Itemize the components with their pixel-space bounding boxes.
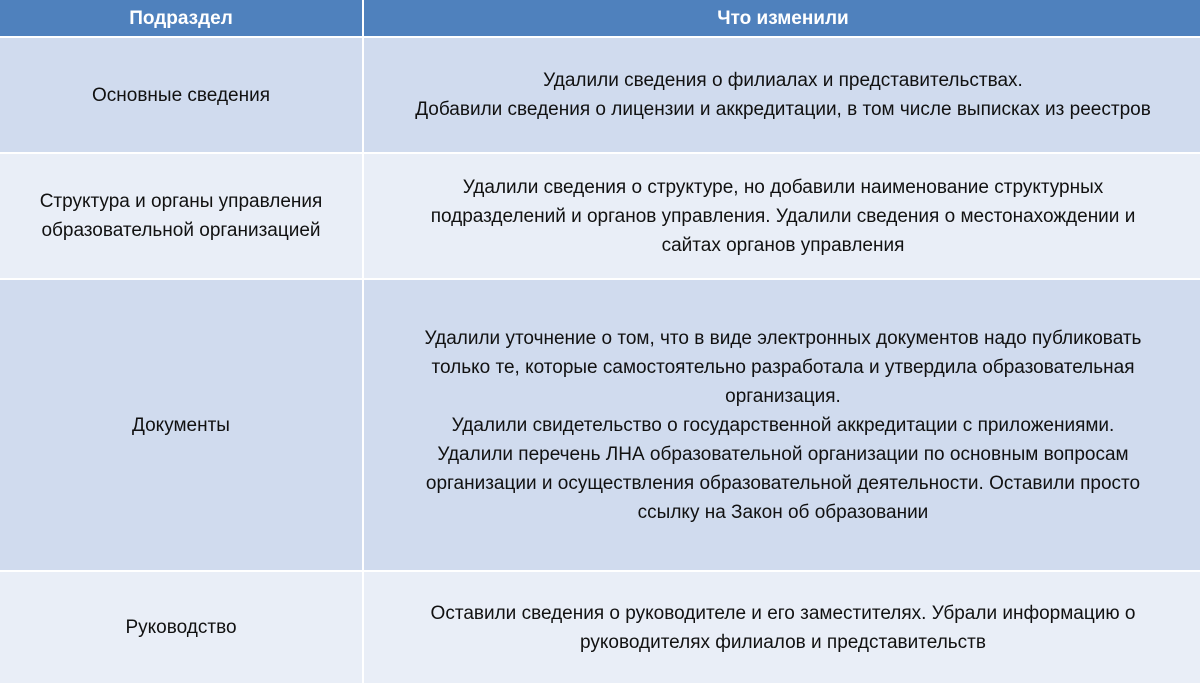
header-changes <box>364 0 1200 36</box>
header-changes-label: Что изменили <box>717 7 849 29</box>
row-1-subsection <box>0 38 362 152</box>
subsection-text: Документы <box>132 414 230 436</box>
header-subsection-label: Подраздел <box>129 7 233 29</box>
changes-text: Оставили сведения о руководителе и его заместителях. Убрали информацию о руководителях филиалов и представительств <box>430 602 1136 653</box>
row-2-changes <box>364 154 1200 278</box>
row-3-changes <box>364 280 1200 570</box>
row-2-subsection <box>0 154 362 278</box>
subsection-text: Структура и органы управления образовательной организацией <box>39 191 323 241</box>
subsection-text: Основные сведения <box>91 84 270 106</box>
changes-text: Удалили сведения о филиалах и представительствах. Добавили сведения о лицензии и аккредитации, в том числе выписках из реестров <box>415 70 1151 120</box>
header-subsection <box>0 0 362 36</box>
row-4-subsection <box>0 572 362 683</box>
changes-text: Удалили уточнение о том, что в виде электронных документов надо публиковать только те, которые самостоятельно разработала и утвердила образовательная организация. Удалили свидетельство о государственной аккредитации с приложениями. Удалили перечень ЛНА образовательной организации по основным вопросам организации и осуществления образовательной деятельности. Оставили просто ссылку на Закон об образовании <box>424 327 1142 523</box>
changes-text: Удалили сведения о структуре, но добавили наименование структурных подразделений и органов управления. Удалили сведения о местонахождении и сайтах органов управления <box>430 176 1136 256</box>
row-1-changes <box>364 38 1200 152</box>
subsection-text: Руководство <box>125 617 237 638</box>
row-4-changes <box>364 572 1200 683</box>
row-3-subsection <box>0 280 362 570</box>
